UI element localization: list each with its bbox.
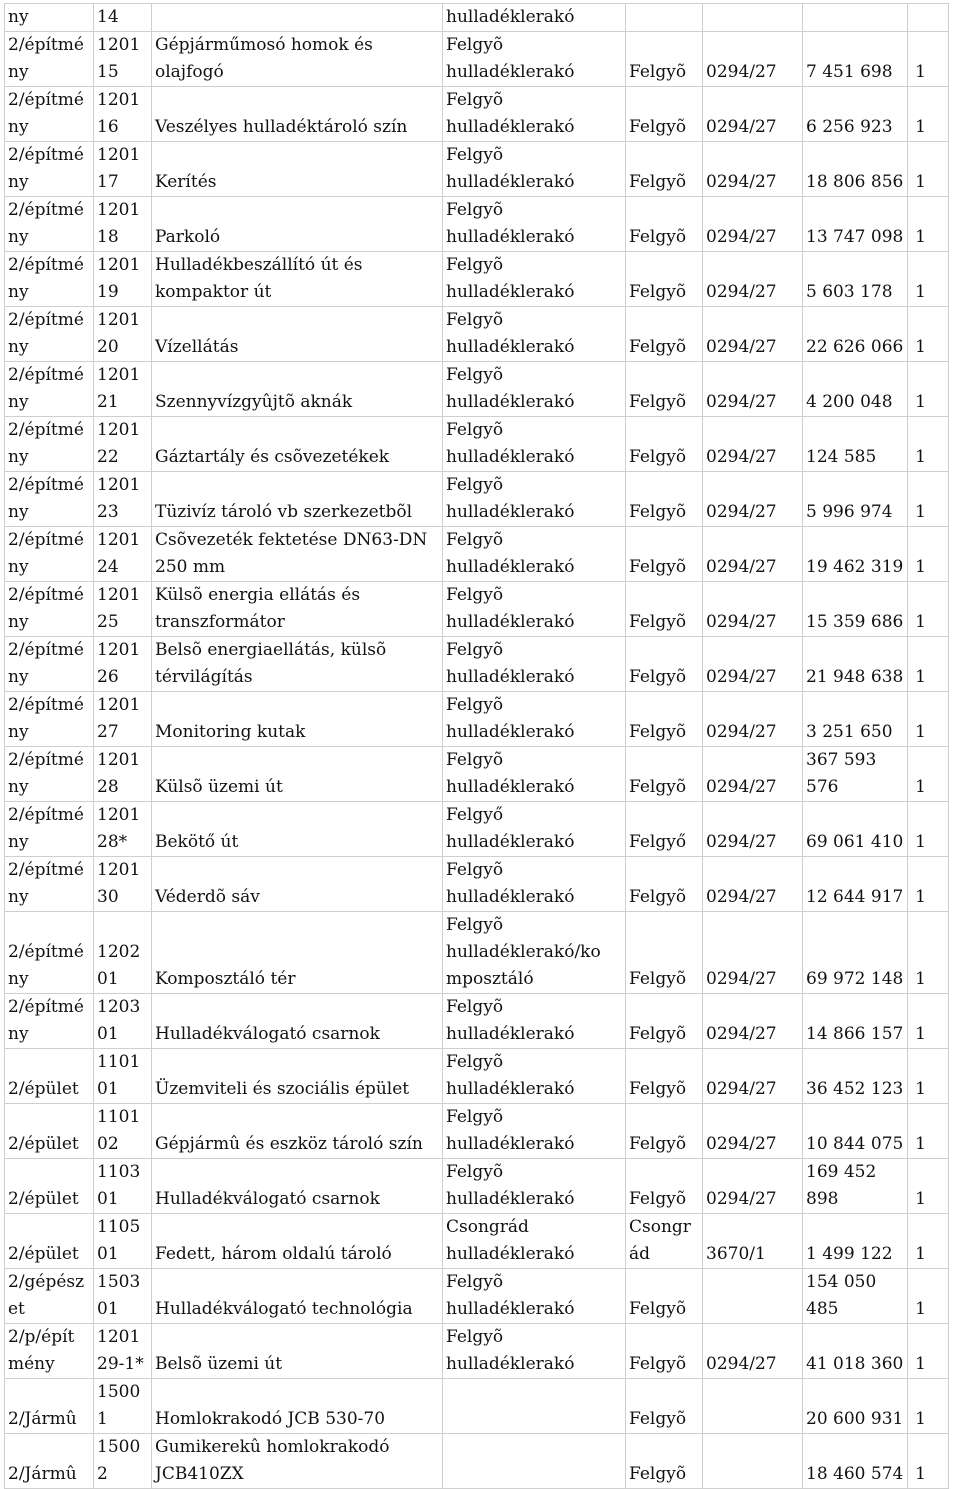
cell-name: Üzemviteli és szociális épület <box>152 1049 443 1104</box>
cell-place: Felgyõ <box>626 912 703 994</box>
cell-lot: 0294/27 <box>703 472 803 527</box>
cell-value: 5 603 178 <box>803 252 908 307</box>
cell-qty: 1 <box>908 197 949 252</box>
cell-value: 7 451 698 <box>803 32 908 87</box>
cell-qty: 1 <box>908 802 949 857</box>
cell-operator: Felgyõ hulladéklerakó <box>443 417 626 472</box>
cell-value: 15 359 686 <box>803 582 908 637</box>
cell-operator: Felgyõ hulladéklerakó <box>443 252 626 307</box>
cell-value: 367 593 576 <box>803 747 908 802</box>
cell-qty: 1 <box>908 362 949 417</box>
cell-operator: Felgyõ hulladéklerakó <box>443 747 626 802</box>
cell-value: 10 844 075 <box>803 1104 908 1159</box>
cell-name: Homlokrakodó JCB 530-70 <box>152 1379 443 1434</box>
cell-operator: Felgyõ hulladéklerakó <box>443 1269 626 1324</box>
table-row <box>5 912 949 994</box>
cell-name: Hulladékválogató csarnok <box>152 994 443 1049</box>
cell-value: 69 972 148 <box>803 912 908 994</box>
cell-code: 1201 16 <box>94 87 152 142</box>
table-row <box>5 747 949 802</box>
table-row <box>5 362 949 417</box>
cell-lot <box>703 1434 803 1489</box>
cell-qty: 1 <box>908 1379 949 1434</box>
cell-name: Gépjárműmosó homok és olajfogó <box>152 32 443 87</box>
table-body <box>5 4 949 1489</box>
cell-type: 2/építmé ny <box>5 142 94 197</box>
cell-type: 2/Jármû <box>5 1379 94 1434</box>
cell-value: 124 585 <box>803 417 908 472</box>
table-row <box>5 994 949 1049</box>
cell-type: 2/építmé ny <box>5 637 94 692</box>
cell-code: 14 <box>94 4 152 32</box>
cell-qty: 1 <box>908 1049 949 1104</box>
cell-code: 1201 25 <box>94 582 152 637</box>
cell-place: Felgyõ <box>626 87 703 142</box>
cell-name: Monitoring kutak <box>152 692 443 747</box>
table-row <box>5 637 949 692</box>
cell-code: 1103 01 <box>94 1159 152 1214</box>
cell-qty: 1 <box>908 692 949 747</box>
table-row <box>5 1379 949 1434</box>
cell-type: 2/építmé ny <box>5 307 94 362</box>
cell-code: 1201 27 <box>94 692 152 747</box>
cell-code: 1500 2 <box>94 1434 152 1489</box>
cell-name: Hulladékválogató csarnok <box>152 1159 443 1214</box>
cell-place: Felgyõ <box>626 1434 703 1489</box>
cell-type: 2/építmé ny <box>5 692 94 747</box>
cell-type: 2/építmé ny <box>5 527 94 582</box>
cell-name: Parkoló <box>152 197 443 252</box>
cell-code: 1201 17 <box>94 142 152 197</box>
table-row <box>5 1324 949 1379</box>
table-row <box>5 1269 949 1324</box>
cell-lot: 3670/1 <box>703 1214 803 1269</box>
table-row <box>5 1104 949 1159</box>
table-row <box>5 527 949 582</box>
cell-name: Belsõ üzemi út <box>152 1324 443 1379</box>
cell-lot: 0294/27 <box>703 197 803 252</box>
table-row <box>5 252 949 307</box>
cell-code: 1101 02 <box>94 1104 152 1159</box>
cell-name: Vízellátás <box>152 307 443 362</box>
cell-place: Felgyõ <box>626 197 703 252</box>
cell-name: Bekötő út <box>152 802 443 857</box>
cell-value: 1 499 122 <box>803 1214 908 1269</box>
cell-name: Kerítés <box>152 142 443 197</box>
cell-lot <box>703 1269 803 1324</box>
cell-lot <box>703 1379 803 1434</box>
cell-operator: Felgyõ hulladéklerakó <box>443 197 626 252</box>
cell-code: 1203 01 <box>94 994 152 1049</box>
cell-type: 2/építmé ny <box>5 472 94 527</box>
cell-qty: 1 <box>908 87 949 142</box>
cell-code: 1500 1 <box>94 1379 152 1434</box>
cell-name: Hulladékválogató technológia <box>152 1269 443 1324</box>
cell-name: Fedett, három oldalú tároló <box>152 1214 443 1269</box>
cell-lot: 0294/27 <box>703 1104 803 1159</box>
cell-qty: 1 <box>908 912 949 994</box>
cell-lot <box>703 4 803 32</box>
cell-operator <box>443 1434 626 1489</box>
cell-value: 36 452 123 <box>803 1049 908 1104</box>
cell-operator: hulladéklerakó <box>443 4 626 32</box>
cell-value: 18 460 574 <box>803 1434 908 1489</box>
cell-place: Felgyõ <box>626 637 703 692</box>
cell-place: Felgyõ <box>626 582 703 637</box>
cell-operator: Felgyõ hulladéklerakó <box>443 32 626 87</box>
cell-lot: 0294/27 <box>703 1049 803 1104</box>
cell-type: 2/építmé ny <box>5 857 94 912</box>
cell-qty: 1 <box>908 307 949 362</box>
cell-name: Külsõ energia ellátás és transzformátor <box>152 582 443 637</box>
cell-value: 14 866 157 <box>803 994 908 1049</box>
cell-lot: 0294/27 <box>703 637 803 692</box>
asset-register-table <box>4 3 949 1489</box>
cell-lot: 0294/27 <box>703 527 803 582</box>
cell-operator: Csongrád hulladéklerakó <box>443 1214 626 1269</box>
cell-value: 169 452 898 <box>803 1159 908 1214</box>
cell-lot: 0294/27 <box>703 747 803 802</box>
cell-value: 154 050 485 <box>803 1269 908 1324</box>
cell-code: 1201 22 <box>94 417 152 472</box>
cell-qty: 1 <box>908 1214 949 1269</box>
cell-name: Gáztartály és csõvezetékek <box>152 417 443 472</box>
cell-place: Felgyõ <box>626 362 703 417</box>
table-row <box>5 582 949 637</box>
cell-name: Véderdõ sáv <box>152 857 443 912</box>
cell-qty: 1 <box>908 637 949 692</box>
table-row <box>5 1049 949 1104</box>
cell-type: 2/építmé ny <box>5 994 94 1049</box>
cell-qty: 1 <box>908 857 949 912</box>
cell-qty: 1 <box>908 1434 949 1489</box>
table-row <box>5 857 949 912</box>
cell-type: 2/építmé ny <box>5 362 94 417</box>
cell-place: Felgyõ <box>626 307 703 362</box>
cell-lot: 0294/27 <box>703 252 803 307</box>
cell-qty: 1 <box>908 1324 949 1379</box>
cell-code: 1201 26 <box>94 637 152 692</box>
cell-operator: Felgyõ hulladéklerakó <box>443 994 626 1049</box>
cell-place: Felgyõ <box>626 1324 703 1379</box>
cell-operator: Felgyõ hulladéklerakó <box>443 307 626 362</box>
cell-lot: 0294/27 <box>703 692 803 747</box>
cell-code: 1105 01 <box>94 1214 152 1269</box>
cell-type: 2/építmé ny <box>5 417 94 472</box>
cell-name: Csõvezeték fektetése DN63-DN 250 mm <box>152 527 443 582</box>
cell-qty: 1 <box>908 417 949 472</box>
cell-lot: 0294/27 <box>703 417 803 472</box>
cell-lot: 0294/27 <box>703 1324 803 1379</box>
cell-operator: Felgyõ hulladéklerakó <box>443 637 626 692</box>
cell-place: Felgyő <box>626 802 703 857</box>
cell-name: Belsõ energiaellátás, külsõ térvilágítás <box>152 637 443 692</box>
cell-code: 1202 01 <box>94 912 152 994</box>
cell-place: Felgyõ <box>626 692 703 747</box>
table-row <box>5 87 949 142</box>
cell-value: 21 948 638 <box>803 637 908 692</box>
cell-qty: 1 <box>908 1269 949 1324</box>
cell-lot: 0294/27 <box>703 582 803 637</box>
table-row <box>5 802 949 857</box>
cell-qty: 1 <box>908 1159 949 1214</box>
cell-operator: Felgyõ hulladéklerakó <box>443 692 626 747</box>
cell-value: 22 626 066 <box>803 307 908 362</box>
table-row <box>5 307 949 362</box>
cell-value: 4 200 048 <box>803 362 908 417</box>
cell-qty: 1 <box>908 582 949 637</box>
cell-qty: 1 <box>908 527 949 582</box>
cell-place: Felgyõ <box>626 472 703 527</box>
cell-qty <box>908 4 949 32</box>
cell-operator: Felgyõ hulladéklerakó <box>443 1104 626 1159</box>
cell-type: 2/Jármû <box>5 1434 94 1489</box>
cell-value: 6 256 923 <box>803 87 908 142</box>
cell-place: Felgyõ <box>626 1049 703 1104</box>
cell-qty: 1 <box>908 994 949 1049</box>
cell-code: 1201 21 <box>94 362 152 417</box>
cell-qty: 1 <box>908 32 949 87</box>
cell-code: 1201 20 <box>94 307 152 362</box>
cell-lot: 0294/27 <box>703 362 803 417</box>
cell-name <box>152 4 443 32</box>
cell-type: ny <box>5 4 94 32</box>
cell-code: 1201 23 <box>94 472 152 527</box>
cell-type: 2/építmé ny <box>5 32 94 87</box>
cell-code: 1201 24 <box>94 527 152 582</box>
cell-value: 3 251 650 <box>803 692 908 747</box>
cell-operator: Felgyõ hulladéklerakó <box>443 582 626 637</box>
cell-lot: 0294/27 <box>703 912 803 994</box>
cell-type: 2/építmé ny <box>5 252 94 307</box>
cell-value: 20 600 931 <box>803 1379 908 1434</box>
cell-value: 18 806 856 <box>803 142 908 197</box>
cell-operator: Felgyõ hulladéklerakó <box>443 87 626 142</box>
cell-value: 69 061 410 <box>803 802 908 857</box>
cell-place: Felgyõ <box>626 1379 703 1434</box>
table-row <box>5 142 949 197</box>
cell-code: 1201 29-1* <box>94 1324 152 1379</box>
cell-operator: Felgyõ hulladéklerakó <box>443 1159 626 1214</box>
cell-name: Tüzivíz tároló vb szerkezetbõl <box>152 472 443 527</box>
cell-name: Hulladékbeszállító út és kompaktor út <box>152 252 443 307</box>
cell-value: 5 996 974 <box>803 472 908 527</box>
cell-code: 1201 18 <box>94 197 152 252</box>
cell-lot: 0294/27 <box>703 32 803 87</box>
cell-operator: Felgyõ hulladéklerakó <box>443 857 626 912</box>
cell-value: 13 747 098 <box>803 197 908 252</box>
cell-operator <box>443 1379 626 1434</box>
cell-place: Csongr ád <box>626 1214 703 1269</box>
cell-qty: 1 <box>908 142 949 197</box>
cell-type: 2/építmé ny <box>5 582 94 637</box>
cell-operator: Felgyõ hulladéklerakó <box>443 472 626 527</box>
cell-place <box>626 4 703 32</box>
cell-qty: 1 <box>908 472 949 527</box>
cell-code: 1201 19 <box>94 252 152 307</box>
cell-type: 2/építmé ny <box>5 747 94 802</box>
cell-value: 19 462 319 <box>803 527 908 582</box>
cell-lot: 0294/27 <box>703 87 803 142</box>
cell-operator: Felgyõ hulladéklerakó/ko mposztáló <box>443 912 626 994</box>
cell-value: 12 644 917 <box>803 857 908 912</box>
cell-type: 2/építmé ny <box>5 912 94 994</box>
cell-name: Szennyvízgyûjtõ aknák <box>152 362 443 417</box>
cell-place: Felgyõ <box>626 747 703 802</box>
cell-lot: 0294/27 <box>703 307 803 362</box>
cell-name: Gumikerekû homlokrakodó JCB410ZX <box>152 1434 443 1489</box>
cell-code: 1201 30 <box>94 857 152 912</box>
cell-operator: Felgyõ hulladéklerakó <box>443 527 626 582</box>
table-row <box>5 1214 949 1269</box>
table-row <box>5 417 949 472</box>
cell-type: 2/épület <box>5 1104 94 1159</box>
table-row <box>5 32 949 87</box>
cell-code: 1503 01 <box>94 1269 152 1324</box>
cell-code: 1201 15 <box>94 32 152 87</box>
cell-place: Felgyõ <box>626 857 703 912</box>
cell-operator: Felgyõ hulladéklerakó <box>443 1324 626 1379</box>
cell-qty: 1 <box>908 1104 949 1159</box>
cell-name: Gépjármû és eszköz tároló szín <box>152 1104 443 1159</box>
cell-type: 2/építmé ny <box>5 197 94 252</box>
table-row <box>5 4 949 32</box>
table-row <box>5 472 949 527</box>
cell-name: Komposztáló tér <box>152 912 443 994</box>
cell-operator: Felgyő hulladéklerakó <box>443 802 626 857</box>
table-row <box>5 197 949 252</box>
cell-type: 2/gépész et <box>5 1269 94 1324</box>
cell-name: Veszélyes hulladéktároló szín <box>152 87 443 142</box>
cell-place: Felgyõ <box>626 1269 703 1324</box>
cell-place: Felgyõ <box>626 252 703 307</box>
cell-lot: 0294/27 <box>703 142 803 197</box>
table-row <box>5 1434 949 1489</box>
cell-place: Felgyõ <box>626 1159 703 1214</box>
cell-place: Felgyõ <box>626 417 703 472</box>
cell-value: 41 018 360 <box>803 1324 908 1379</box>
cell-type: 2/építmé ny <box>5 87 94 142</box>
cell-place: Felgyõ <box>626 142 703 197</box>
cell-qty: 1 <box>908 252 949 307</box>
cell-place: Felgyõ <box>626 994 703 1049</box>
table-row <box>5 1159 949 1214</box>
cell-lot: 0294/27 <box>703 994 803 1049</box>
cell-type: 2/épület <box>5 1049 94 1104</box>
cell-lot: 0294/27 <box>703 1159 803 1214</box>
cell-value <box>803 4 908 32</box>
cell-type: 2/p/épít mény <box>5 1324 94 1379</box>
cell-operator: Felgyõ hulladéklerakó <box>443 362 626 417</box>
cell-place: Felgyõ <box>626 32 703 87</box>
cell-place: Felgyõ <box>626 527 703 582</box>
cell-qty: 1 <box>908 747 949 802</box>
cell-code: 1101 01 <box>94 1049 152 1104</box>
cell-type: 2/építmé ny <box>5 802 94 857</box>
cell-name: Külsõ üzemi út <box>152 747 443 802</box>
cell-operator: Felgyõ hulladéklerakó <box>443 142 626 197</box>
cell-code: 1201 28* <box>94 802 152 857</box>
cell-type: 2/épület <box>5 1159 94 1214</box>
cell-type: 2/épület <box>5 1214 94 1269</box>
cell-lot: 0294/27 <box>703 802 803 857</box>
cell-place: Felgyõ <box>626 1104 703 1159</box>
cell-lot: 0294/27 <box>703 857 803 912</box>
cell-operator: Felgyõ hulladéklerakó <box>443 1049 626 1104</box>
cell-code: 1201 28 <box>94 747 152 802</box>
table-row <box>5 692 949 747</box>
